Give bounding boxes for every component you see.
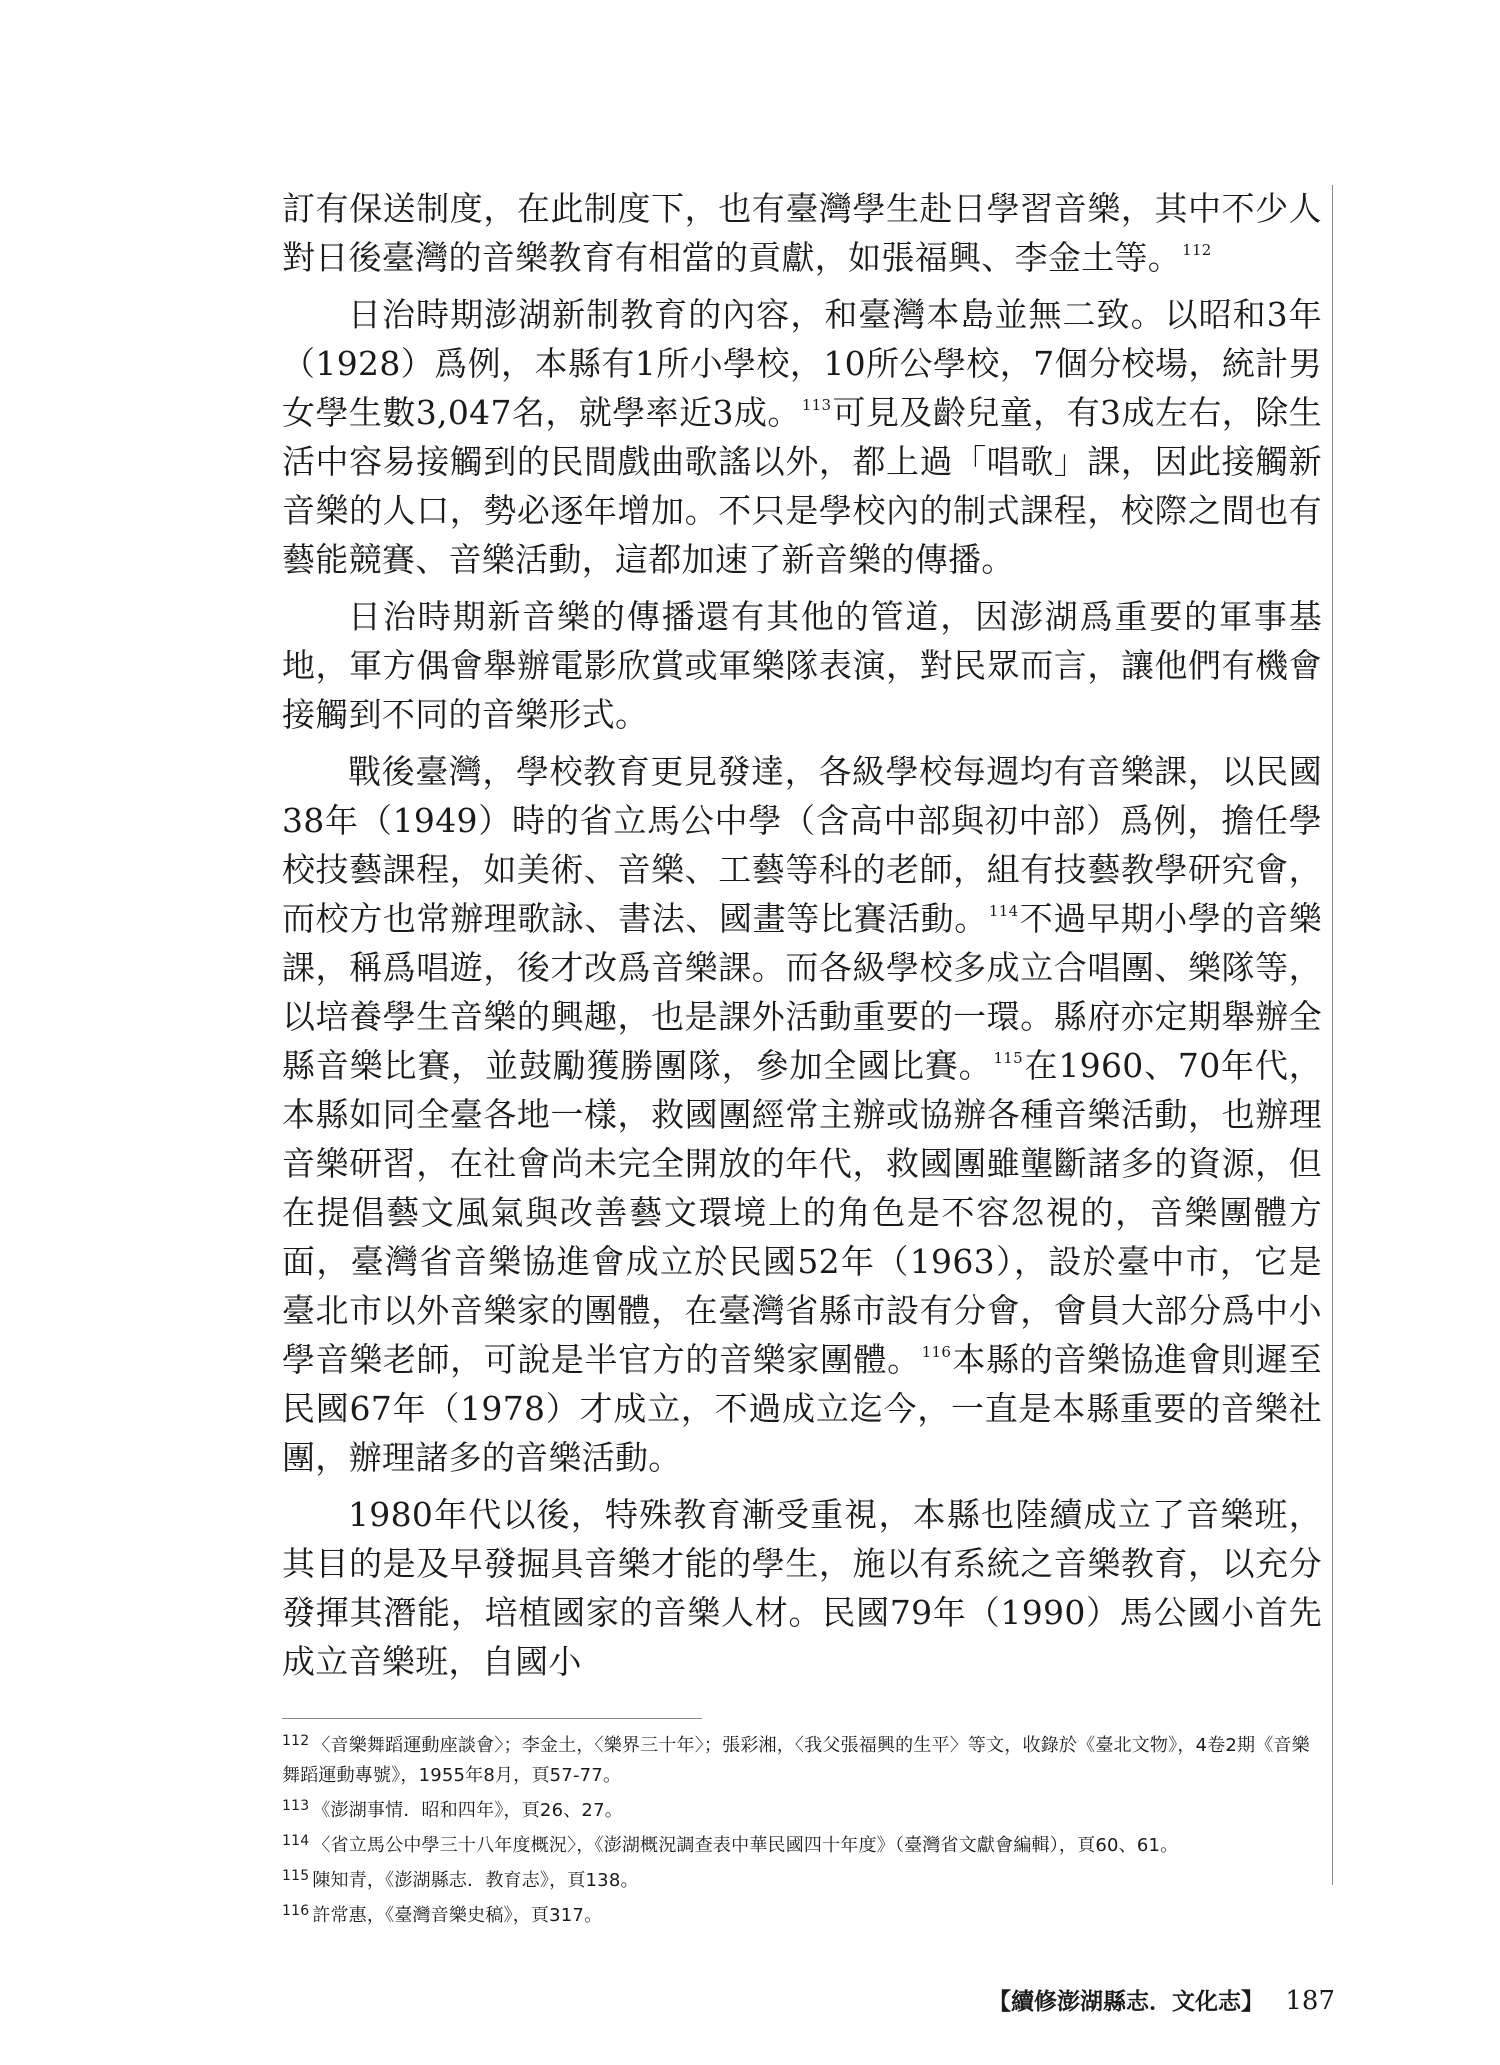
body-text — [282, 184, 1322, 1686]
page-number: 187 — [1285, 1986, 1335, 2016]
footnotes — [282, 1726, 1322, 1931]
footnote-item — [282, 1791, 1322, 1826]
paragraph-text: 戰後臺灣，學校教育更見發達，各級學校每週均有音樂課，以民國38年（1949）時的省立馬公中學（含高中部與初中部）爲例，擔任學校技藝課程，如美術、音樂、工藝等科的老師，組有技藝教學研究會，而校方也常辦理歌詠、書法、國畫等比賽活動。 — [282, 752, 1322, 938]
footnote-item — [282, 1861, 1322, 1896]
footnote-reference[interactable]: 113 — [801, 396, 832, 414]
paragraph-text: 可見及齡兒童，有3成左右，除生活中容易接觸到的民間戲曲歌謠以外，都上過「唱歌」課，因此接觸新音樂的人口，勢必逐年增加。不只是學校內的制式課程，校際之間也有藝能競賽、音樂活動，這都加速了新音樂的傳播。 — [282, 393, 1322, 579]
footnote-reference[interactable]: 114 — [988, 902, 1019, 920]
footnote-reference[interactable]: 115 — [993, 1049, 1023, 1067]
footnote-reference[interactable]: 112 — [1182, 241, 1212, 259]
paragraph-text: 在1960、70年代，本縣如同全臺各地一樣，救國團經常主辦或協辦各種音樂活動，也辦理音樂研習，在社會尚未完全開放的年代，救國團雖壟斷諸多的資源，但在提倡藝文風氣與改善藝文環境上的角色是不容忽視的，音樂團體方面，臺灣省音樂協進會成立於民國52年（1963），設於臺中市，它是臺北市以外音樂家的團體，在臺灣省縣市設有分會，會員大部分爲中小學音樂老師，可說是半官方的音樂家團體。 — [282, 1046, 1322, 1379]
paragraph-text: 1980年代以後，特殊教育漸受重視，本縣也陸續成立了音樂班，其目的是及早發掘具音樂才能的學生，施以有系統之音樂教育，以充分發揮其潛能，培植國家的音樂人材。民國79年（1990）馬公國小首先成立音樂班，自國小 — [282, 1495, 1322, 1681]
footnote-text: 許常惠，《臺灣音樂史稿》，頁317。 — [312, 1905, 603, 1926]
footnote-text: 〈音樂舞蹈運動座談會〉；李金土，〈樂界三十年〉；張彩湘，〈我父張福興的生平〉等文，收錄於《臺北文物》，4卷2期《音樂舞蹈運動專號》，1955年8月，頁57-77。 — [282, 1735, 1310, 1786]
paragraph-text: 日治時期澎湖新制教育的內容，和臺灣本島並無二致。以昭和3年（1928）爲例，本縣有1所小學校，10所公學校，7個分校場，統計男女學生數3,047名，就學率近3成。 — [282, 295, 1322, 432]
paragraph — [282, 290, 1322, 584]
footnote-text: 《澎湖事情．昭和四年》，頁26、27。 — [312, 1800, 623, 1821]
footnote-text: 陳知青，《澎湖縣志．教育志》，頁138。 — [312, 1870, 639, 1891]
margin-rule — [1332, 185, 1333, 1885]
footnote-number: 115 — [282, 1868, 310, 1884]
paragraph — [282, 592, 1322, 739]
paragraph-text: 訂有保送制度，在此制度下，也有臺灣學生赴日學習音樂，其中不少人對日後臺灣的音樂教育有相當的貢獻，如張福興、李金土等。 — [282, 189, 1322, 277]
series-title: 【續修澎湖縣志．文化志】 — [988, 1988, 1265, 2015]
paragraph-text: 日治時期新音樂的傳播還有其他的管道，因澎湖爲重要的軍事基地，軍方偶會舉辦電影欣賞或軍樂隊表演，對民眾而言，讓他們有機會接觸到不同的音樂形式。 — [282, 597, 1322, 734]
footnote-item — [282, 1896, 1322, 1931]
footnote-item — [282, 1826, 1322, 1861]
footnote-number: 116 — [282, 1903, 310, 1919]
footnote-separator — [282, 1718, 702, 1719]
footnote-number: 112 — [282, 1733, 310, 1749]
paragraph — [282, 747, 1322, 1482]
footnote-text: 〈省立馬公中學三十八年度概況〉，《澎湖概況調查表中華民國四十年度》（臺灣省文獻會編輯），頁60、61。 — [312, 1835, 1179, 1856]
footnote-item — [282, 1726, 1322, 1791]
footnote-reference[interactable]: 116 — [921, 1343, 952, 1361]
paragraph-text: 不過早期小學的音樂課，稱爲唱遊，後才改爲音樂課。而各級學校多成立合唱團、樂隊等，以培養學生音樂的興趣，也是課外活動重要的一環。縣府亦定期舉辦全縣音樂比賽，並鼓勵獲勝團隊，參加全國比賽。 — [282, 899, 1322, 1085]
page-footer — [988, 1983, 1335, 2016]
paragraph — [282, 1490, 1322, 1686]
paragraph-text: 本縣的音樂協進會則遲至民國67年（1978）才成立，不過成立迄今，一直是本縣重要的音樂社團，辦理諸多的音樂活動。 — [282, 1340, 1322, 1477]
footnote-number: 114 — [282, 1833, 310, 1849]
paragraph — [282, 184, 1322, 282]
footnote-number: 113 — [282, 1798, 310, 1814]
